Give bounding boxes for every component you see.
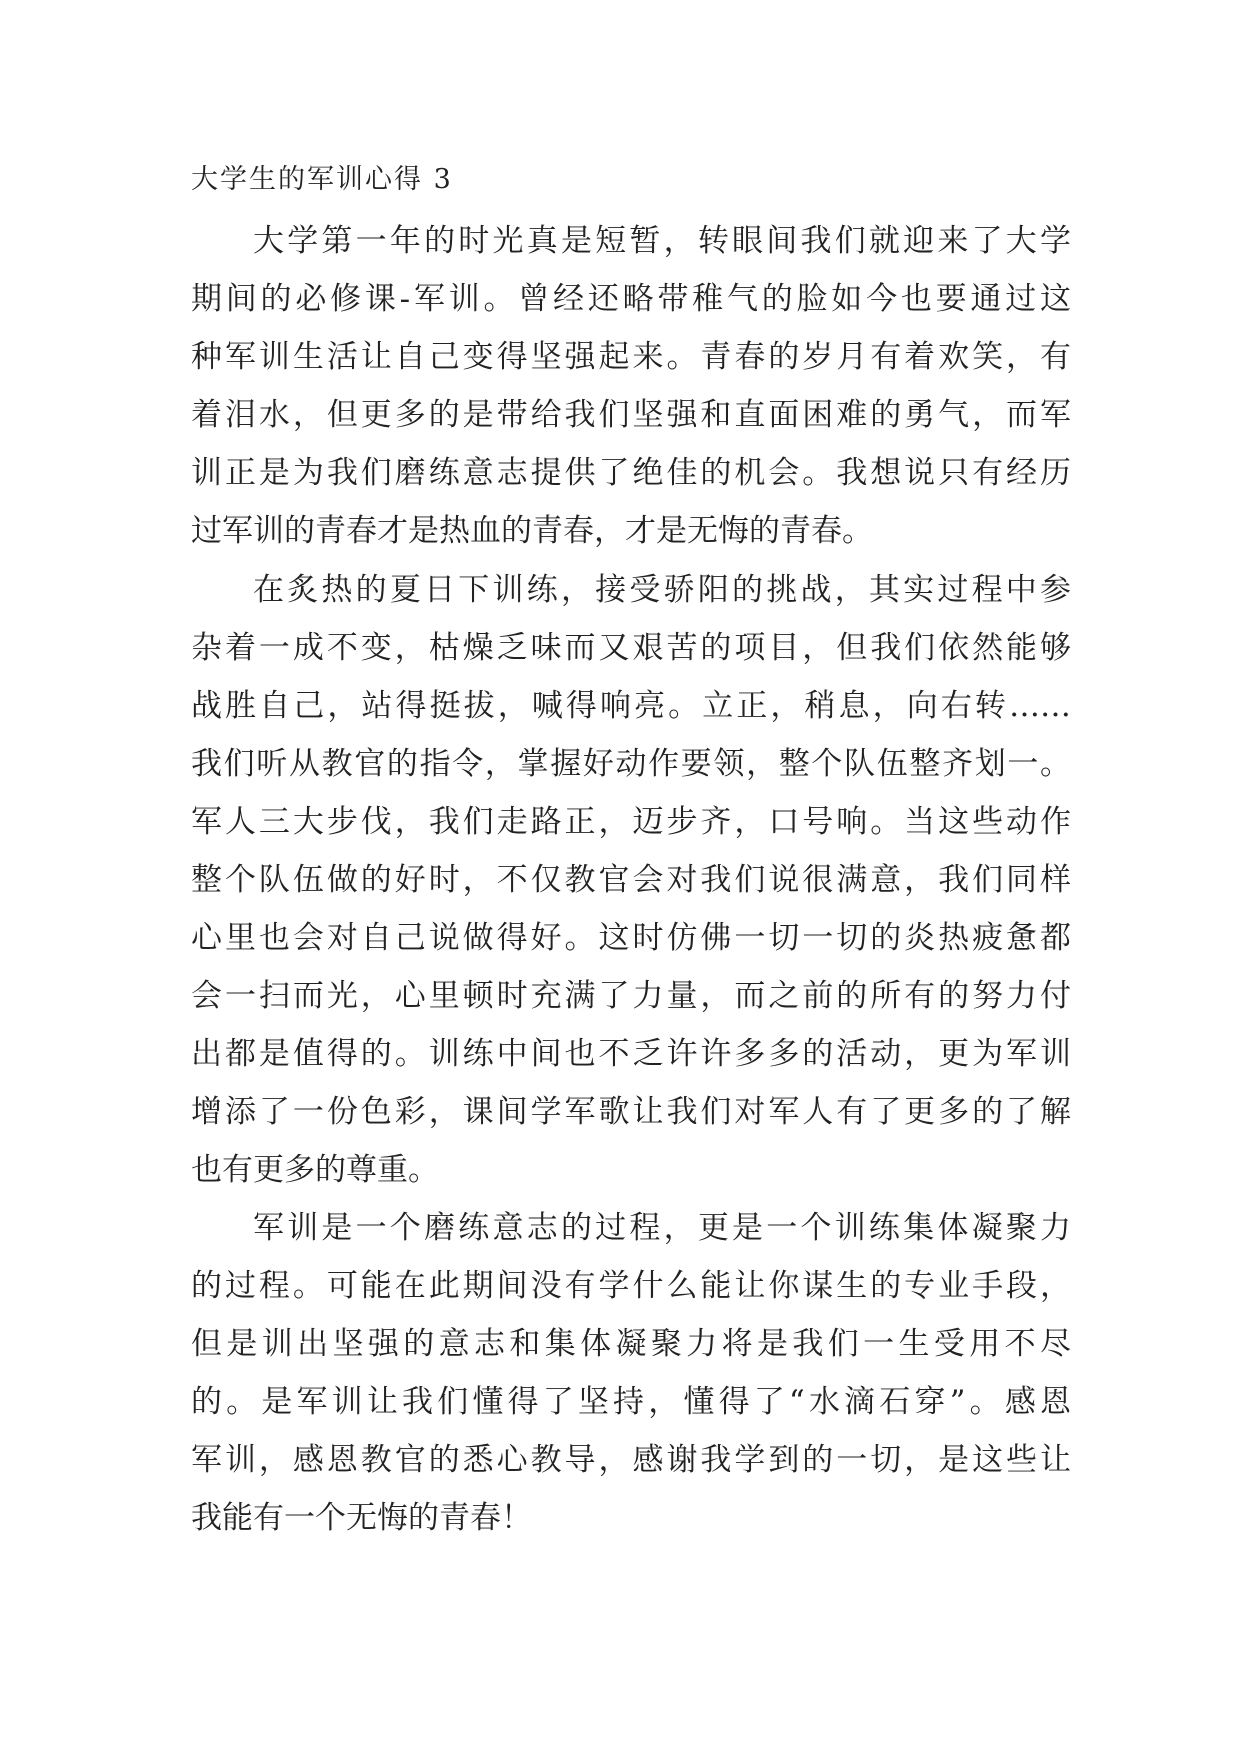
text-line: 但是训出坚强的意志和集体凝聚力将是我们一生受用不尽 [191, 1326, 1071, 1362]
text-line: 会一扫而光，心里顿时充满了力量，而之前的所有的努力付 [191, 978, 1071, 1014]
text-line: 我们听从教官的指令，掌握好动作要领，整个队伍整齐划一。 [191, 746, 1071, 782]
text-line: 在炙热的夏日下训练，接受骄阳的挑战，其实过程中参 [253, 572, 1071, 608]
text-line: 的过程。可能在此期间没有学什么能让你谋生的专业手段， [191, 1268, 1071, 1304]
text-line: 也有更多的尊重。 [191, 1152, 439, 1188]
text-line: 过军训的青春才是热血的青春，才是无悔的青春。 [191, 513, 873, 549]
text-line: 训正是为我们磨练意志提供了绝佳的机会。我想说只有经历 [191, 455, 1071, 491]
text-line: 增添了一份色彩，课间学军歌让我们对军人有了更多的了解 [191, 1094, 1071, 1130]
paragraph-3 [191, 1199, 1071, 1547]
text-line: 军人三大步伐，我们走路正，迈步齐，口号响。当这些动作 [191, 804, 1071, 840]
text-line: 出都是值得的。训练中间也不乏许许多多的活动，更为军训 [191, 1036, 1071, 1072]
text-line: 战胜自己，站得挺拔，喊得响亮。立正，稍息，向右转…… [191, 688, 1071, 724]
text-line: 整个队伍做的好时，不仅教官会对我们说很满意，我们同样 [191, 862, 1071, 898]
text-line: 军训是一个磨练意志的过程，更是一个训练集体凝聚力 [253, 1210, 1071, 1246]
text-line: 我能有一个无悔的青春！ [191, 1500, 532, 1536]
text-line: 期间的必修课-军训。曾经还略带稚气的脸如今也要通过这 [191, 281, 1071, 317]
text-line: 大学第一年的时光真是短暂，转眼间我们就迎来了大学 [253, 223, 1071, 259]
text-line: 着泪水，但更多的是带给我们坚强和直面困难的勇气，而军 [191, 397, 1071, 433]
paragraph-2 [191, 561, 1071, 1199]
text-line: 军训，感恩教官的悉心教导，感谢我学到的一切，是这些让 [191, 1442, 1071, 1478]
text-line: 的。是军训让我们懂得了坚持，懂得了“水滴石穿”。感恩 [191, 1384, 1071, 1420]
paragraph-1 [191, 212, 1071, 560]
text-line: 杂着一成不变，枯燥乏味而又艰苦的项目，但我们依然能够 [191, 630, 1071, 666]
text-line: 心里也会对自己说做得好。这时仿佛一切一切的炎热疲惫都 [191, 920, 1071, 956]
document-title: 大学生的军训心得 3 [191, 164, 453, 195]
text-line: 种军训生活让自己变得坚强起来。青春的岁月有着欢笑，有 [191, 339, 1071, 375]
